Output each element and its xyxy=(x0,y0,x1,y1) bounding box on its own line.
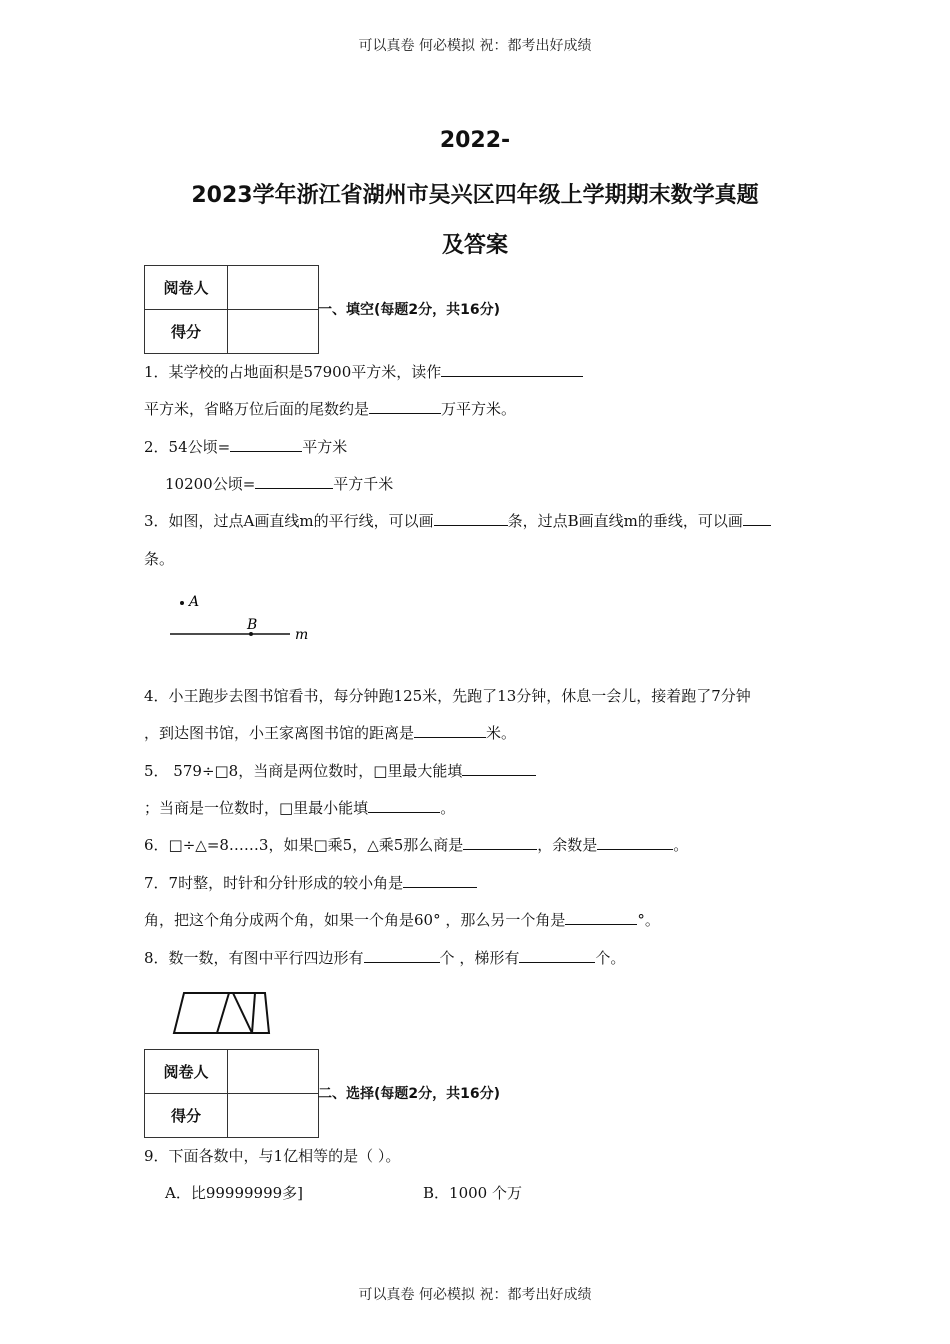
title-line-2: 2023学年浙江省湖州市吴兴区四年级上学期期末数学真题 xyxy=(191,183,759,208)
q1-line-1 xyxy=(144,361,583,382)
reviewer-cell-2 xyxy=(228,1050,319,1094)
title-line-1: 2022- xyxy=(439,128,511,153)
q1-blank-1 xyxy=(441,362,583,377)
q1-text-b2: 万平方米。 xyxy=(441,400,517,418)
q6-text-a1: 6．□÷△=8……3，如果□乘5，△乘5那么商是 xyxy=(144,836,464,854)
page-header: 可以真卷 何必模拟 祝：都考出好成绩 xyxy=(358,38,592,54)
q8-blank-2 xyxy=(519,948,595,963)
q3-text-a1: 3．如图，过点A画直线m的平行线，可以画 xyxy=(144,512,434,530)
q3-line-2: 条。 xyxy=(144,550,175,568)
reviewer-label: 阅卷人 xyxy=(145,266,228,310)
q4-line-2 xyxy=(144,722,516,743)
q4-blank-1 xyxy=(414,723,486,738)
q7-blank-1 xyxy=(403,873,477,888)
q2-text-b1: 10200公顷= xyxy=(165,475,256,493)
q2-text-b2: 平方千米 xyxy=(333,475,394,493)
q2-blank-1 xyxy=(230,437,302,452)
q4-line-1: 4．小王跑步去图书馆看书，每分钟跑125米，先跑了13分钟，休息一会儿，接着跑了7分钟 xyxy=(144,687,751,705)
figure-shapes xyxy=(170,988,275,1038)
divider-3 xyxy=(252,993,255,1033)
divider-2 xyxy=(233,993,252,1033)
q3-text-a2: 条，过点B画直线m的垂线，可以画 xyxy=(507,512,743,530)
q2-text-a1: 2．54公顷= xyxy=(144,438,231,456)
figure-line-m xyxy=(160,588,330,648)
q2-blank-2 xyxy=(255,474,333,489)
q7-line-2 xyxy=(144,909,660,930)
q3-blank-1 xyxy=(434,511,508,526)
divider-1 xyxy=(217,993,229,1033)
q3-line-1 xyxy=(144,510,771,531)
reviewer-cell xyxy=(228,266,319,310)
q7-line-1 xyxy=(144,872,477,893)
label-m: m xyxy=(295,627,309,643)
q6-blank-1 xyxy=(463,835,537,850)
section-2-heading: 二、选择(每题2分，共16分) xyxy=(318,1086,501,1102)
section-1-heading: 一、填空(每题2分，共16分) xyxy=(318,302,501,318)
title-line-3: 及答案 xyxy=(441,233,508,258)
q5-text-b2: 。 xyxy=(440,799,456,817)
reviewer-label-2: 阅卷人 xyxy=(145,1050,228,1094)
q5-text-b1: ；当商是一位数时，□里最小能填 xyxy=(144,799,369,817)
q9-option-b: B．1000 个万 xyxy=(423,1184,522,1202)
q1-text-b1: 平方米，省略万位后面的尾数约是 xyxy=(144,400,370,418)
grade-table-2 xyxy=(144,1049,319,1138)
q6-line xyxy=(144,834,688,855)
q7-text-a: 7．7时整，时针和分针形成的较小角是 xyxy=(144,874,404,892)
q5-line-2 xyxy=(144,797,455,818)
q8-blank-1 xyxy=(364,948,440,963)
q8-text-a3: 个。 xyxy=(595,949,626,967)
q5-line-1 xyxy=(144,760,536,781)
q7-text-b2: °。 xyxy=(637,911,660,929)
label-b: B xyxy=(247,617,258,633)
page-footer: 可以真卷 何必模拟 祝：都考出好成绩 xyxy=(358,1287,592,1303)
q2-line-1 xyxy=(144,436,347,457)
q9-option-a: A．比99999999多] xyxy=(165,1184,304,1202)
q5-blank-2 xyxy=(368,798,440,813)
q8-text-a1: 8．数一数，有图中平行四边形有 xyxy=(144,949,364,967)
point-a xyxy=(180,601,184,605)
q1-text: 1．某学校的占地面积是57900平方米，读作 xyxy=(144,363,442,381)
grade-table-1 xyxy=(144,265,319,354)
q7-text-b1: 角，把这个角分成两个角，如果一个角是60° ，那么另一个角是 xyxy=(144,911,566,929)
q1-line-2 xyxy=(144,398,516,419)
q7-blank-2 xyxy=(565,910,637,925)
q8-text-a2: 个 ，梯形有 xyxy=(439,949,520,967)
q2-line-2 xyxy=(165,473,393,494)
q4-text-b1: ，到达图书馆，小王家离图书馆的距离是 xyxy=(144,724,415,742)
q9-text: 9．下面各数中，与1亿相等的是（ ）。 xyxy=(144,1147,401,1165)
q3-blank-2 xyxy=(743,511,771,526)
q4-text-b2: 米。 xyxy=(486,724,517,742)
q8-line xyxy=(144,947,625,968)
score-cell xyxy=(228,310,319,354)
q1-blank-2 xyxy=(369,399,441,414)
score-cell-2 xyxy=(228,1094,319,1138)
q6-text-a3: 。 xyxy=(673,836,689,854)
q6-text-a2: ，余数是 xyxy=(537,836,598,854)
q5-text-a: 5． 579÷□8，当商是两位数时，□里最大能填 xyxy=(144,762,463,780)
score-label: 得分 xyxy=(145,310,228,354)
q5-blank-1 xyxy=(462,761,536,776)
q6-blank-2 xyxy=(597,835,673,850)
q2-text-a2: 平方米 xyxy=(302,438,348,456)
score-label-2: 得分 xyxy=(145,1094,228,1138)
label-a: A xyxy=(189,594,200,610)
